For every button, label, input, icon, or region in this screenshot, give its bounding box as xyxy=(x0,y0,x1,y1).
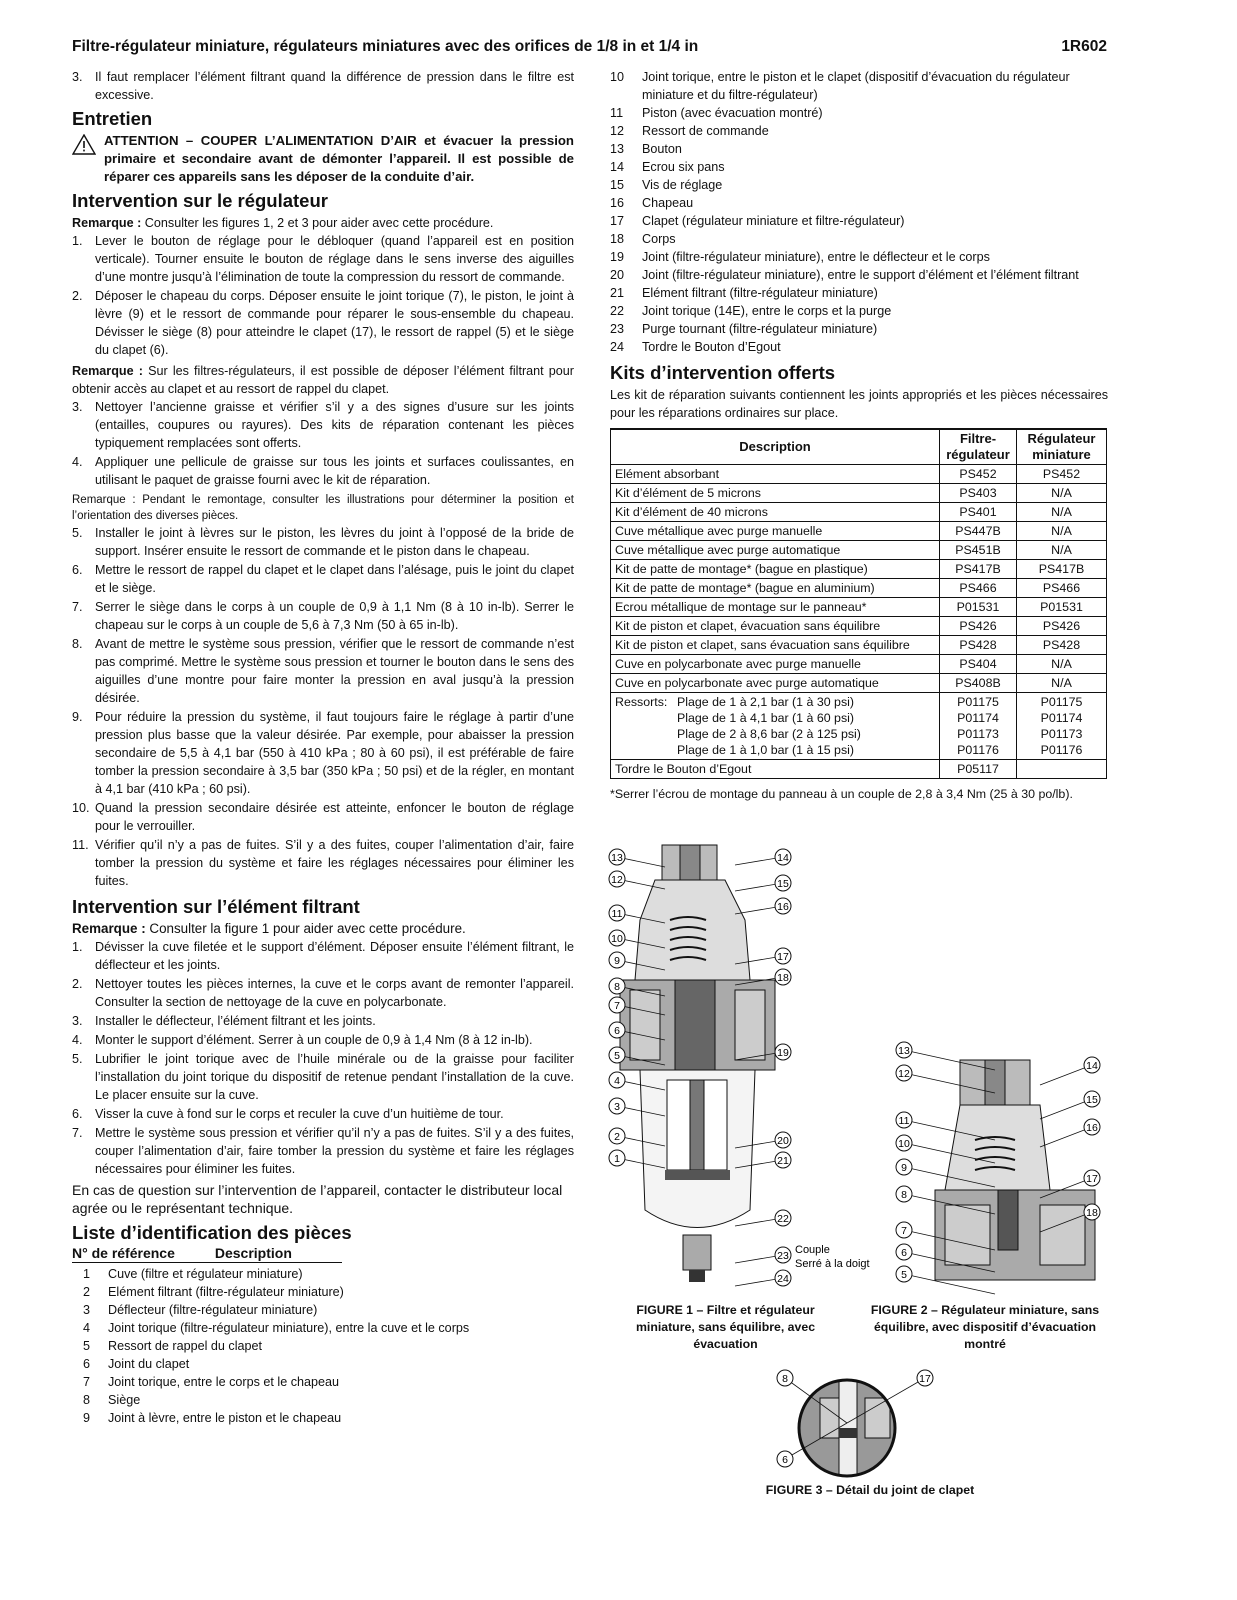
table-cell: PS428 xyxy=(940,636,1017,655)
intro-list xyxy=(72,68,574,104)
table-row xyxy=(611,760,1107,779)
table-row xyxy=(611,541,1107,560)
table-cell: PS428 xyxy=(1017,636,1107,655)
svg-text:7: 7 xyxy=(614,1000,620,1012)
table-row xyxy=(611,522,1107,541)
table-cell: Ressorts: Plage de 1 à 2,1 bar (1 à 30 psi) Plage de 1 à 4,1 bar (1 à 60 psi) Plage de 2 à 8,6 bar (2 à 125 psi) Plage de 1 à 1,0 bar (1 à 15 psi) xyxy=(611,693,940,760)
table-cell: Kit d’élément de 5 microns xyxy=(611,484,940,503)
section-title-entretien: Entretien xyxy=(72,108,153,129)
warning-block: ATTENTION – COUPER L’ALIMENTATION D’AIR et évacuer la pression primaire et secondaire avant de démonter l’appareil. Il est possible de réparer ces appareils sans les déposer de la conduite d’air. xyxy=(72,132,574,186)
svg-text:1: 1 xyxy=(614,1153,620,1165)
svg-text:17: 17 xyxy=(777,951,789,963)
figure-3-diagram xyxy=(775,1368,945,1478)
part-item: 20 Joint (filtre-régulateur miniature), entre le support d’élément et l’élément filtrant xyxy=(610,268,1079,282)
table-cell: PS401 xyxy=(940,503,1017,522)
part-item: 8 Siège xyxy=(82,1393,141,1407)
svg-text:23: 23 xyxy=(777,1250,789,1262)
svg-text:20: 20 xyxy=(777,1135,789,1147)
list-item: 5. Lubrifier le joint torique avec de l’huile minérale ou de la graisse pour faciliter l’installation du joint torique du dispositif de retenue pendant l’installation de la cuve. Le placer ensuite sur la cuve. xyxy=(72,1052,574,1102)
list-item: 11. Vérifier qu’il n’y a pas de fuites. S’il y a des fuites, couper l’alimentation d’air, faire tomber la pression du système et faire les réglages nécessaires pour éliminer les fuites. xyxy=(72,838,574,888)
part-item: 6 Joint du clapet xyxy=(82,1357,190,1371)
part-item: 14 Ecrou six pans xyxy=(610,160,725,174)
table-cell: PS452 xyxy=(940,465,1017,484)
list-item: 5. Installer le joint à lèvres sur le piston, les lèvres du joint à l’opposé de la bride de support. Insérer ensuite le ressort de commande et le piston dans le chapeau. xyxy=(72,526,574,558)
list-item: 3. Nettoyer l’ancienne graisse et vérifier s’il y a des signes d’usure sur les joints (entailles, coupures ou rayures). Des kits de réparation contenant les pièces typiquement remplacées sont offerts. xyxy=(72,400,574,450)
parts-list-continued xyxy=(610,68,1108,356)
table-cell: PS417B xyxy=(1017,560,1107,579)
part-item: 24 Tordre le Bouton d’Egout xyxy=(610,340,781,354)
column-header: Description xyxy=(611,429,940,465)
svg-text:12: 12 xyxy=(898,1068,910,1080)
svg-text:17: 17 xyxy=(1086,1173,1098,1185)
part-item: 10 Joint torique, entre le piston et le clapet (dispositif d’évacuation du régulateur miniature et du filtre-régulateur) xyxy=(610,70,1070,102)
svg-text:19: 19 xyxy=(777,1047,789,1059)
table-cell: Kit d’élément de 40 microns xyxy=(611,503,940,522)
table-cell: PS447B xyxy=(940,522,1017,541)
part-item: 5 Ressort de rappel du clapet xyxy=(82,1339,263,1353)
table-cell: PS417B xyxy=(940,560,1017,579)
kits-table xyxy=(610,428,1107,779)
svg-text:21: 21 xyxy=(777,1155,789,1167)
left-column xyxy=(72,68,574,1427)
part-item: 19 Joint (filtre-régulateur miniature), entre le déflecteur et le corps xyxy=(610,250,990,264)
table-cell: PS404 xyxy=(940,655,1017,674)
table-row xyxy=(611,617,1107,636)
table-cell: Ecrou métallique de montage sur le panneau* xyxy=(611,598,940,617)
svg-text:14: 14 xyxy=(1086,1060,1098,1072)
svg-text:13: 13 xyxy=(898,1045,910,1057)
filtrant-steps xyxy=(72,938,574,1178)
svg-text:4: 4 xyxy=(614,1075,620,1087)
callout-label xyxy=(735,898,791,914)
list-item: 4. Appliquer une pellicule de graisse sur tous les joints et surfaces coulissantes, en utilisant le paquet de graisse fourni avec le kit de réparation. xyxy=(72,455,574,487)
svg-text:10: 10 xyxy=(611,933,623,945)
list-item: 10. Quand la pression secondaire désirée est atteinte, enfoncer le bouton de réglage pour le verrouiller. xyxy=(72,801,574,833)
svg-text:8: 8 xyxy=(901,1189,907,1201)
svg-text:8: 8 xyxy=(614,981,620,993)
part-item: 22 Joint torique (14E), entre le corps et la purge xyxy=(610,304,892,318)
part-item: 2 Elément filtrant (filtre-régulateur miniature) xyxy=(82,1285,344,1299)
figure-1-diagram xyxy=(605,840,905,1290)
table-cell: N/A xyxy=(1017,484,1107,503)
regulateur-steps xyxy=(72,398,574,489)
table-cell: Cuve en polycarbonate avec purge manuelle xyxy=(611,655,940,674)
couple-label: Couple xyxy=(795,1244,830,1256)
part-item: 3 Déflecteur (filtre-régulateur miniature) xyxy=(82,1303,318,1317)
table-row xyxy=(611,598,1107,617)
figure-2-caption: FIGURE 2 – Régulateur miniature, sans équilibre, avec dispositif d’évacuation montré xyxy=(870,1303,1100,1351)
table-row xyxy=(611,484,1107,503)
svg-text:2: 2 xyxy=(614,1131,620,1143)
table-row xyxy=(611,503,1107,522)
svg-text:7: 7 xyxy=(901,1225,907,1237)
svg-text:11: 11 xyxy=(611,908,623,920)
list-item: 9. Pour réduire la pression du système, il faut toujours faire le réglage à partir d’une pression plus basse que la valeur désirée. Par exemple, pour abaisser la pression secondaire de 5,5 à 4,1 bar (550 à 410 kPa ; 80 à 60 psi), il est préférable de faire tomber la pression secondaire à 3,5 bar (350 kPa ; 50 psi) et de la régler, en montant à 4,1 bar (410 kPa ; 60 psi). xyxy=(72,710,574,796)
part-item: 4 Joint torique (filtre-régulateur miniature), entre la cuve et le corps xyxy=(82,1321,470,1335)
table-cell: Kit de piston et clapet, sans évacuation sans équilibre xyxy=(611,636,940,655)
callout-label xyxy=(735,1247,791,1263)
svg-text:12: 12 xyxy=(611,874,623,886)
svg-text:14: 14 xyxy=(777,852,789,864)
table-cell: N/A xyxy=(1017,674,1107,693)
list-item: 6. Visser la cuve à fond sur le corps et reculer la cuve d’un huitième de tour. xyxy=(72,1107,504,1121)
table-cell: N/A xyxy=(1017,541,1107,560)
callout-label xyxy=(1040,1091,1100,1119)
table-cell: PS466 xyxy=(940,579,1017,598)
part-item: 9 Joint à lèvre, entre le piston et le chapeau xyxy=(82,1411,342,1425)
table-cell: Cuve métallique avec purge automatique xyxy=(611,541,940,560)
svg-text:16: 16 xyxy=(1086,1122,1098,1134)
table-cell: PS403 xyxy=(940,484,1017,503)
page-title: Filtre-régulateur miniature, régulateurs miniatures avec des orifices de 1/8 in et 1/4 in xyxy=(72,38,699,55)
svg-text:10: 10 xyxy=(898,1138,910,1150)
svg-text:5: 5 xyxy=(901,1269,907,1281)
table-cell: N/A xyxy=(1017,655,1107,674)
list-item: 8. Avant de mettre le système sous pression, vérifier que le ressort de commande n’est pas comprimé. Mettre le système sous pression et tourner le bouton dans le sens des aiguilles d’une montre pour faire monter la pression en aval jusqu’à la pression désirée. xyxy=(72,637,574,705)
section-title-parts: Liste d’identification des pièces xyxy=(72,1222,352,1243)
part-item: 16 Chapeau xyxy=(610,196,694,210)
svg-text:3: 3 xyxy=(614,1101,620,1113)
svg-text:16: 16 xyxy=(777,901,789,913)
table-cell: PS451B xyxy=(940,541,1017,560)
svg-text:15: 15 xyxy=(1086,1094,1098,1106)
regulateur-steps xyxy=(72,524,574,890)
list-item: 2. Déposer le chapeau du corps. Déposer ensuite le joint torique (7), le piston, le joint à lèvre (9) et le ressort de commande pour réparer le sous-ensemble du chapeau. Dévisser le siège (8) pour atteindre le clapet (17), le ressort de rappel (5) et le siège du clapet (6). xyxy=(72,289,574,357)
table-cell: Kit de patte de montage* (bague en aluminium) xyxy=(611,579,940,598)
table-row xyxy=(611,636,1107,655)
figure-1-caption: FIGURE 1 – Filtre et régulateur miniature, sans équilibre, avec évacuation xyxy=(635,1303,816,1351)
table-row xyxy=(611,465,1107,484)
part-item: 18 Corps xyxy=(610,232,676,246)
column-header: Filtre-régulateur xyxy=(940,429,1017,465)
kits-intro: Les kit de réparation suivants contiennent les joints appropriés et les pièces nécessaires pour les réparations ordinaires sur place. xyxy=(610,388,1108,420)
svg-text:11: 11 xyxy=(898,1115,910,1127)
table-row xyxy=(611,579,1107,598)
svg-text:5: 5 xyxy=(614,1050,620,1062)
table-cell xyxy=(1017,760,1107,779)
section-title-regulateur: Intervention sur le régulateur xyxy=(72,190,328,211)
kits-footnote: *Serrer l’écrou de montage du panneau à un couple de 2,8 à 3,4 Nm (25 à 30 po/lb). xyxy=(610,787,1073,801)
part-item: 12 Ressort de commande xyxy=(610,124,769,138)
remark: Remarque : Consulter la figure 1 pour aider avec cette procédure. xyxy=(72,921,466,936)
regulateur-steps xyxy=(72,232,574,359)
svg-text:9: 9 xyxy=(614,955,620,967)
list-item: 2. Nettoyer toutes les pièces internes, la cuve et le corps avant de remonter l’appareil. Consulter la section de nettoyage de la cuve en polycarbonate. xyxy=(72,977,574,1009)
list-item: 7. Serrer le siège dans le corps à un couple de 0,9 à 1,1 Nm (8 à 10 in-lb). Serrer le chapeau sur le corps à un couple de 5,6 à 7,3 Nm (50 à 65 in-lb). xyxy=(72,600,574,632)
table-cell: P01175 P01174 P01173 P01176 xyxy=(1017,693,1107,760)
table-cell: N/A xyxy=(1017,522,1107,541)
table-row xyxy=(611,560,1107,579)
callout-label xyxy=(1040,1057,1100,1085)
table-cell: PS452 xyxy=(1017,465,1107,484)
table-cell: P05117 xyxy=(940,760,1017,779)
table-cell: N/A xyxy=(1017,503,1107,522)
table-cell: PS466 xyxy=(1017,579,1107,598)
svg-text:6: 6 xyxy=(782,1454,788,1466)
table-cell: Kit de patte de montage* (bague en plastique) xyxy=(611,560,940,579)
callout-label xyxy=(735,875,791,891)
contact-text: En cas de question sur l’intervention de l’appareil, contacter le distributeur local agrée ou le représentant technique. xyxy=(72,1182,563,1216)
part-item: 15 Vis de réglage xyxy=(610,178,723,192)
document-code: 1R602 xyxy=(1061,38,1107,55)
table-cell: PS426 xyxy=(1017,617,1107,636)
section-title-kits: Kits d’intervention offerts xyxy=(610,362,836,383)
part-item: 17 Clapet (régulateur miniature et filtre-régulateur) xyxy=(610,214,905,228)
table-cell: Kit de piston et clapet, évacuation sans équilibre xyxy=(611,617,940,636)
right-column xyxy=(610,68,1108,803)
callout-label xyxy=(1040,1119,1100,1147)
svg-text:13: 13 xyxy=(611,852,623,864)
part-item: 7 Joint torique, entre le corps et le chapeau xyxy=(82,1375,340,1389)
parts-table-header: N° de référence Description xyxy=(72,1245,342,1263)
table-cell: Elément absorbant xyxy=(611,465,940,484)
table-cell: Cuve en polycarbonate avec purge automatique xyxy=(611,674,940,693)
table-cell: P01531 xyxy=(940,598,1017,617)
table-cell: Tordre le Bouton d’Egout xyxy=(611,760,940,779)
list-item: 1. Dévisser la cuve filetée et le support d’élément. Déposer ensuite l’élément filtrant, le déflecteur et les joints. xyxy=(72,940,574,972)
svg-text:6: 6 xyxy=(614,1025,620,1037)
svg-text:24: 24 xyxy=(777,1273,789,1285)
callout-label xyxy=(735,1270,791,1286)
svg-text:8: 8 xyxy=(782,1373,788,1385)
svg-text:9: 9 xyxy=(901,1162,907,1174)
svg-text:18: 18 xyxy=(1086,1207,1098,1219)
table-row-springs xyxy=(611,693,1107,760)
serre-label: Serré à la doigt xyxy=(795,1258,870,1270)
svg-text:15: 15 xyxy=(777,878,789,890)
list-item: 1. Lever le bouton de réglage pour le débloquer (quand l’appareil est en position verticale). Tourner ensuite le bouton de réglage dans le sens inverse des aiguilles d’une montre jusqu’à l’élimination de toute la compression du ressort de commande. xyxy=(72,234,574,284)
list-item: 7. Mettre le système sous pression et vérifier qu’il n’y a pas de fuites. S’il y a des fuites, couper l’alimentation d’air, faire tomber la pression du système et faire les réglages nécessaires pour éliminer les fuites. xyxy=(72,1126,574,1176)
remark: Remarque : Pendant le remontage, consulter les illustrations pour déterminer la position et l’orientation des diverses pièces. xyxy=(72,494,574,522)
part-item: 11 Piston (avec évacuation montré) xyxy=(610,106,823,120)
page-header xyxy=(72,38,1107,56)
svg-text:22: 22 xyxy=(777,1213,789,1225)
list-item: 6. Mettre le ressort de rappel du clapet et le clapet dans l’alésage, puis le joint du clapet et le siège. xyxy=(72,563,574,595)
table-cell: P01531 xyxy=(1017,598,1107,617)
table-row xyxy=(611,655,1107,674)
list-item: 3. Il faut remplacer l’élément filtrant quand la différence de pression dans le filtre est excessive. xyxy=(72,70,574,102)
svg-text:18: 18 xyxy=(777,972,789,984)
warning-icon xyxy=(72,134,96,155)
part-item: 13 Bouton xyxy=(610,142,682,156)
parts-list xyxy=(72,1265,574,1427)
table-cell: PS408B xyxy=(940,674,1017,693)
table-row xyxy=(611,674,1107,693)
list-item: 3. Installer le déflecteur, l’élément filtrant et les joints. xyxy=(72,1014,376,1028)
svg-text:6: 6 xyxy=(901,1247,907,1259)
figure-2-diagram xyxy=(890,1040,1110,1300)
figure-3-caption: FIGURE 3 – Détail du joint de clapet xyxy=(765,1483,975,1497)
table-cell: PS426 xyxy=(940,617,1017,636)
callout-label xyxy=(609,849,665,867)
list-item: 4. Monter le support d’élément. Serrer à un couple de 0,9 à 1,4 Nm (8 à 12 in-lb). xyxy=(72,1033,533,1047)
part-item: 23 Purge tournant (filtre-régulateur miniature) xyxy=(610,322,878,336)
part-item: 1 Cuve (filtre et régulateur miniature) xyxy=(82,1267,303,1281)
remark: Remarque : Sur les filtres-régulateurs, il est possible de déposer l’élément filtrant pour obtenir accès au clapet et au ressort de rappel du clapet. xyxy=(72,364,574,396)
column-header: Régulateur miniature xyxy=(1017,429,1107,465)
remark: Remarque : Consulter les figures 1, 2 et 3 pour aider avec cette procédure. xyxy=(72,216,494,230)
callout-label xyxy=(735,849,791,865)
svg-text:17: 17 xyxy=(919,1373,931,1385)
table-cell: Cuve métallique avec purge manuelle xyxy=(611,522,940,541)
table-cell: P01175 P01174 P01173 P01176 xyxy=(940,693,1017,760)
section-title-filtrant: Intervention sur l’élément filtrant xyxy=(72,896,360,917)
part-item: 21 Elément filtrant (filtre-régulateur miniature) xyxy=(610,286,878,300)
